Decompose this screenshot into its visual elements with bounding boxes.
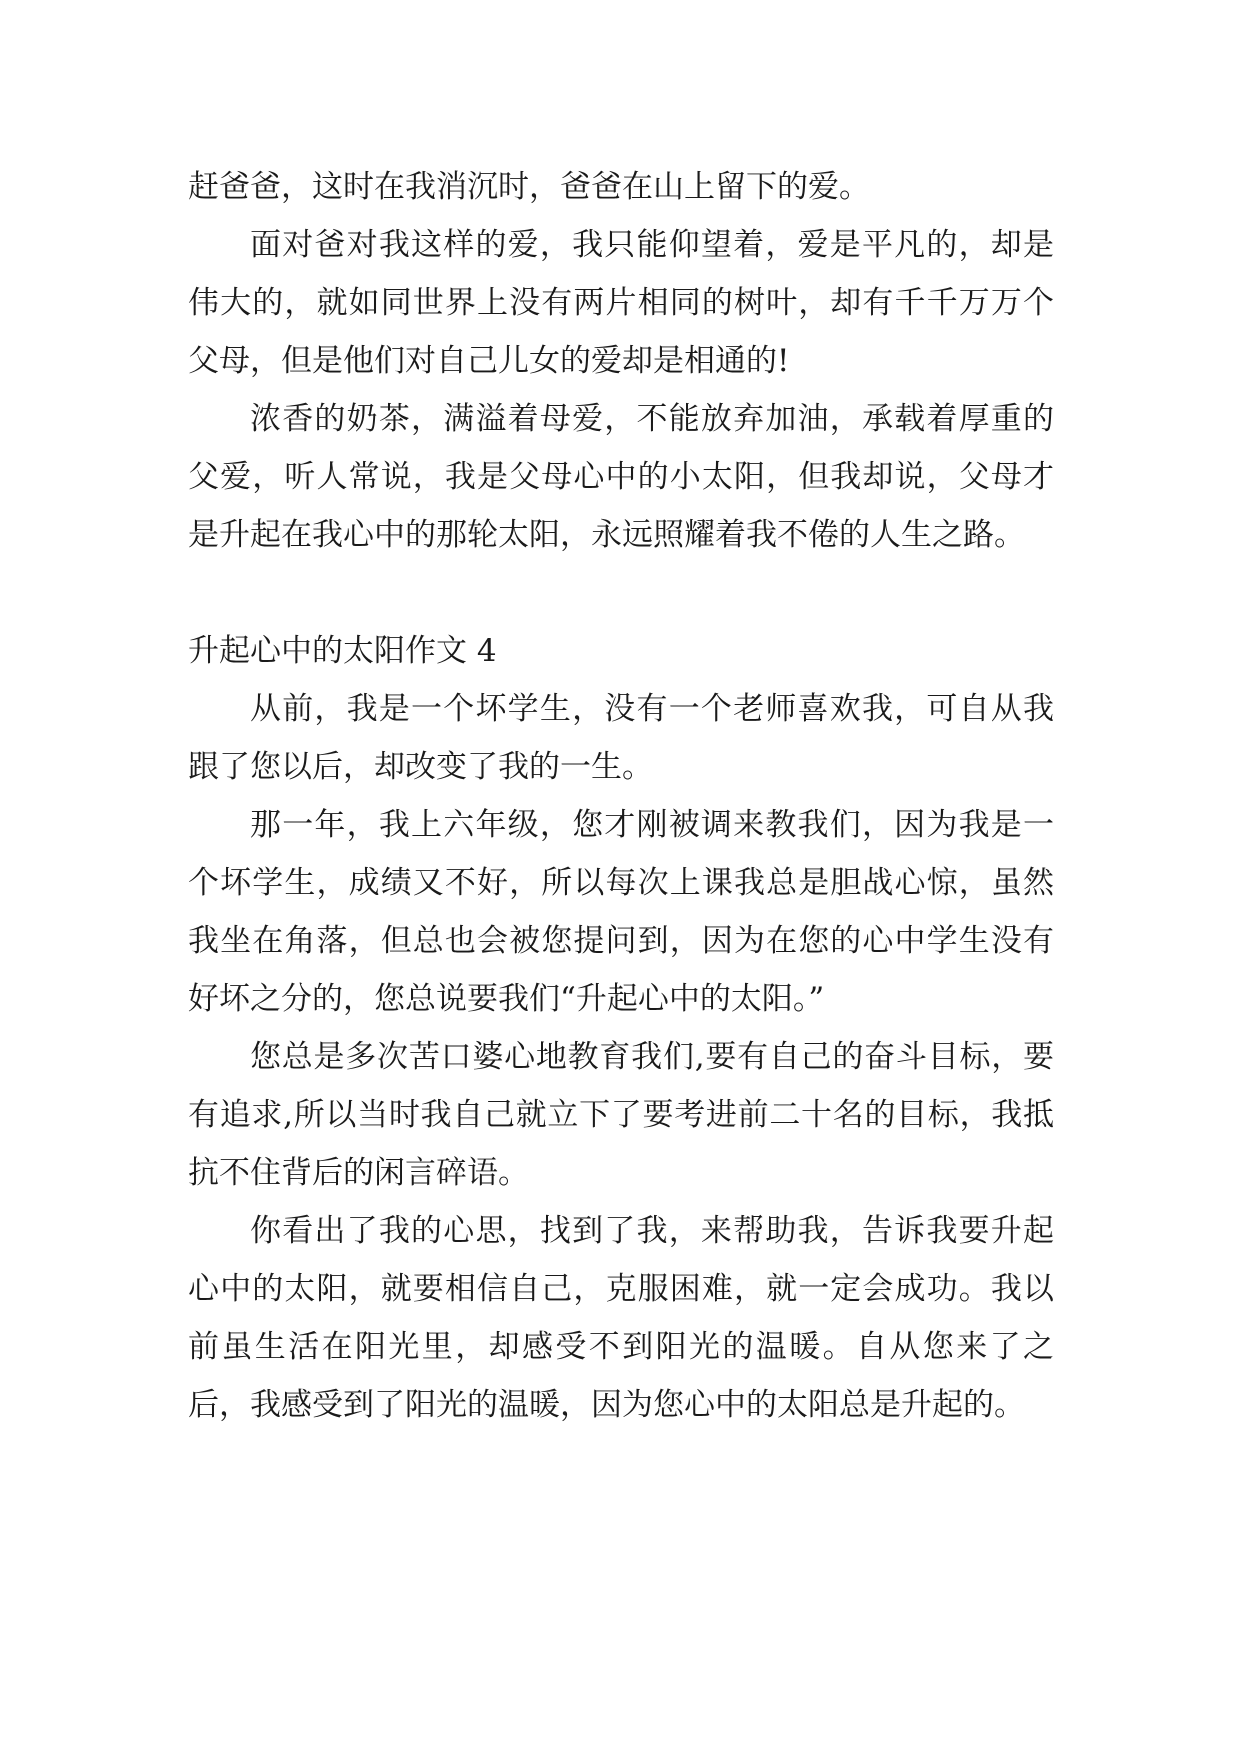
- paragraph: 面对爸对我这样的爱，我只能仰望着，爱是平凡的，却是伟大的，就如同世界上没有两片相同的树叶，却有千千万万个父母，但是他们对自己儿女的爱却是相通的!: [188, 227, 1054, 379]
- document-body: [188, 158, 1054, 1434]
- paragraph: 浓香的奶茶，满溢着母爱，不能放弃加油，承载着厚重的父爱，听人常说，我是父母心中的小太阳，但我却说，父母才是升起在我心中的那轮太阳，永远照耀着我不倦的人生之路。: [188, 401, 1054, 553]
- paragraph: 那一年，我上六年级，您才刚被调来教我们，因为我是一个坏学生，成绩又不好，所以每次上课我总是胆战心惊，虽然我坐在角落，但总也会被您提问到，因为在您的心中学生没有好坏之分的，您总说要我们“升起心中的太阳。”: [188, 807, 1054, 1017]
- paragraph: 从前，我是一个坏学生，没有一个老师喜欢我，可自从我跟了您以后，却改变了我的一生。: [188, 691, 1054, 785]
- paragraph-continuation: 赶爸爸，这时在我消沉时，爸爸在山上留下的爱。: [188, 169, 870, 205]
- paragraph: 您总是多次苦口婆心地教育我们,要有自己的奋斗目标，要有追求,所以当时我自己就立下了要考进前二十名的目标，我抵抗不住背后的闲言碎语。: [188, 1039, 1054, 1191]
- paragraph: 你看出了我的心思，找到了我，来帮助我，告诉我要升起心中的太阳，就要相信自己，克服困难，就一定会成功。我以前虽生活在阳光里，却感受不到阳光的温暖。自从您来了之后，我感受到了阳光的温暖，因为您心中的太阳总是升起的。: [188, 1213, 1054, 1423]
- section-heading: 升起心中的太阳作文 4: [188, 633, 497, 669]
